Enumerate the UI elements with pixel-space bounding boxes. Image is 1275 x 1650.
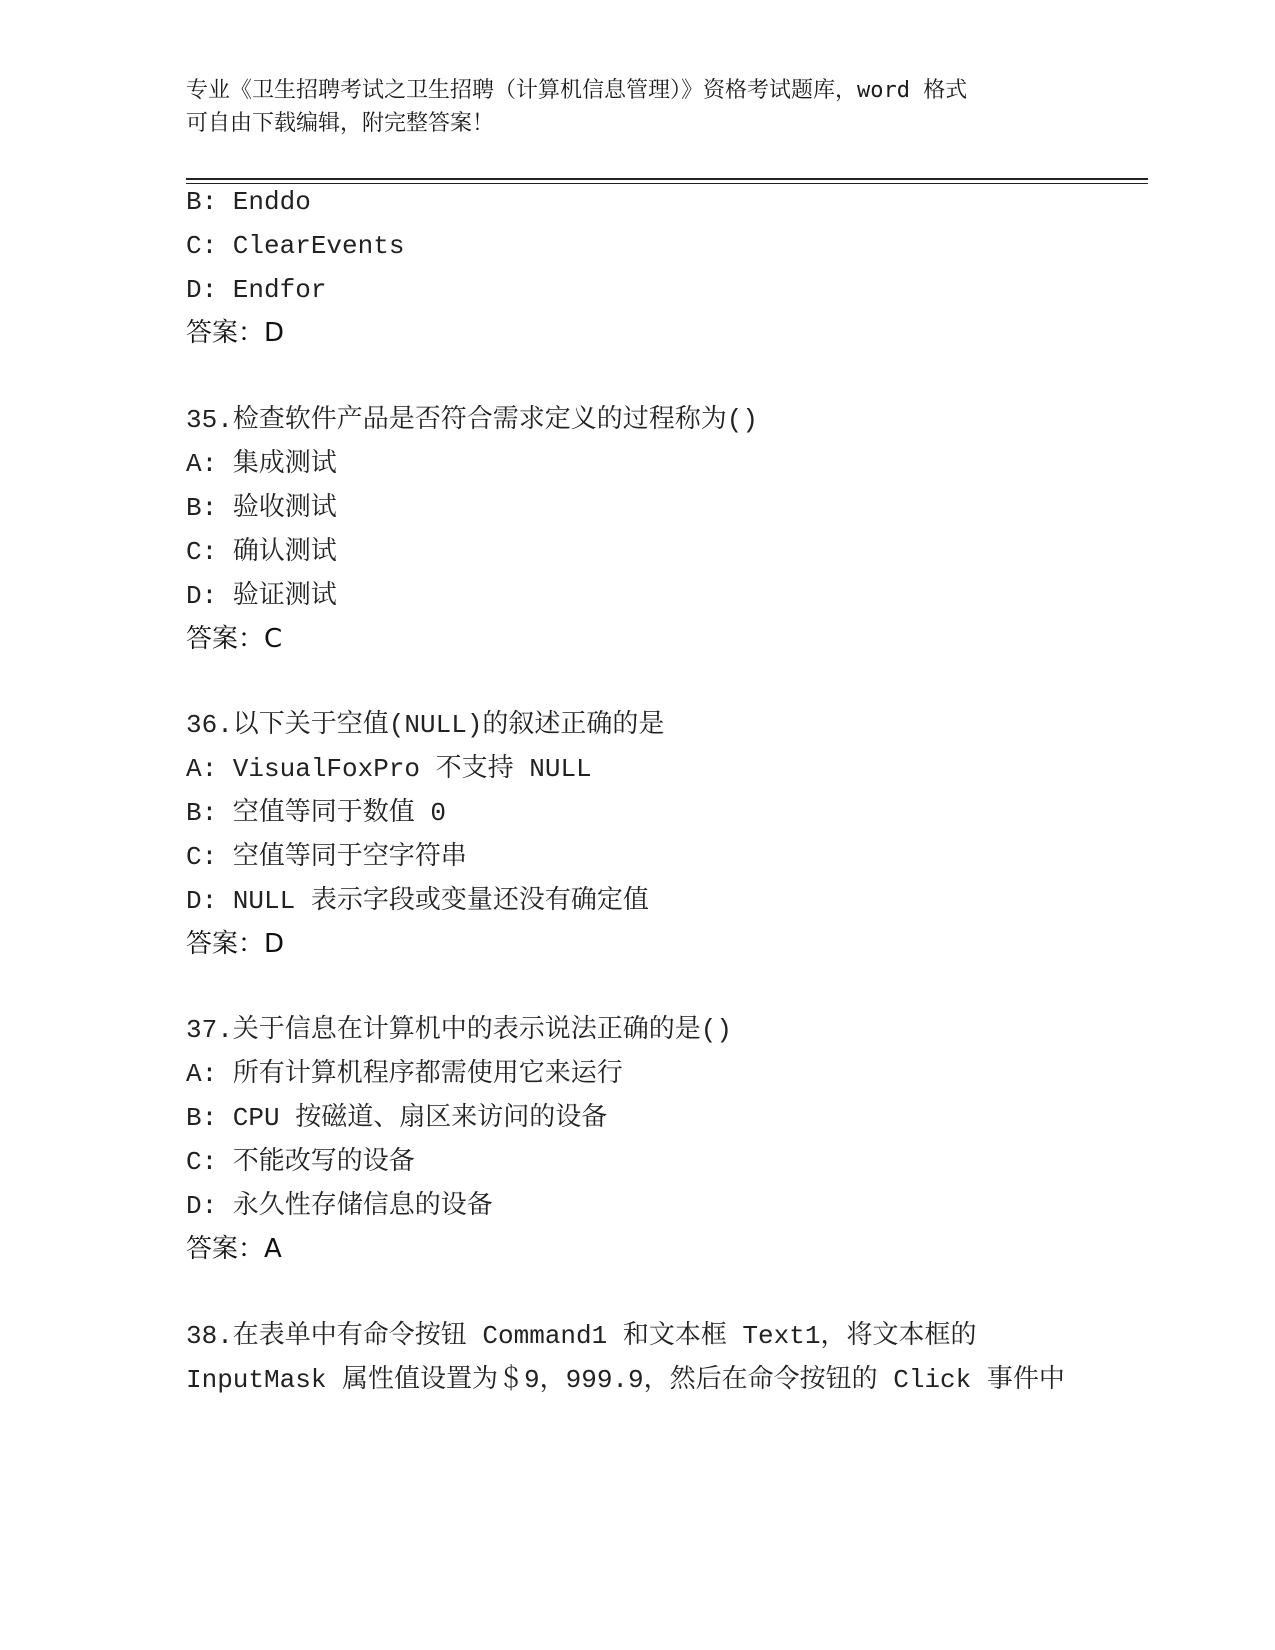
q37-question: 37.关于信息在计算机中的表示说法正确的是() (186, 1015, 733, 1045)
header-rule-thin (186, 183, 1148, 184)
q36-option-c: C: 空值等同于空字符串 (186, 842, 467, 872)
q35-question: 35.检查软件产品是否符合需求定义的过程称为() (186, 405, 759, 435)
q35-option-c: C: 确认测试 (186, 537, 337, 567)
q35-option-b: B: 验收测试 (186, 493, 337, 523)
q34-option-d: D: Endfor (186, 275, 327, 305)
q35-answer: 答案：C (186, 624, 283, 654)
q37-option-d: D: 永久性存储信息的设备 (186, 1191, 493, 1221)
q34-option-c: C: ClearEvents (186, 231, 405, 261)
q38-question-line-2: InputMask 属性值设置为＄9，999.9，然后在命令按钮的 Click 事件中 (186, 1365, 1065, 1395)
header-line-1: 专业《卫生招聘考试之卫生招聘（计算机信息管理）》资格考试题库，word 格式 (186, 78, 968, 103)
q36-question: 36.以下关于空值(NULL)的叙述正确的是 (186, 710, 665, 740)
q38-question-line-1: 38.在表单中有命令按钮 Command1 和文本框 Text1，将文本框的 (186, 1321, 977, 1351)
q36-option-a: A: VisualFoxPro 不支持 NULL (186, 754, 592, 784)
q36-answer: 答案：D (186, 929, 285, 959)
header-line-2: 可自由下载编辑，附完整答案！ (186, 111, 495, 136)
q34-answer: 答案：D (186, 318, 285, 348)
header-rule-thick (186, 178, 1148, 180)
q34-option-b: B: Enddo (186, 187, 311, 217)
q37-answer: 答案：A (186, 1234, 282, 1264)
q37-option-b: B: CPU 按磁道、扇区来访问的设备 (186, 1103, 608, 1133)
q36-option-b: B: 空值等同于数值 0 (186, 798, 447, 828)
q35-option-a: A: 集成测试 (186, 449, 337, 479)
q35-option-d: D: 验证测试 (186, 581, 337, 611)
q37-option-a: A: 所有计算机程序都需使用它来运行 (186, 1059, 623, 1089)
q37-option-c: C: 不能改写的设备 (186, 1147, 415, 1177)
q36-option-d: D: NULL 表示字段或变量还没有确定值 (186, 886, 649, 916)
document-header (186, 74, 1086, 140)
